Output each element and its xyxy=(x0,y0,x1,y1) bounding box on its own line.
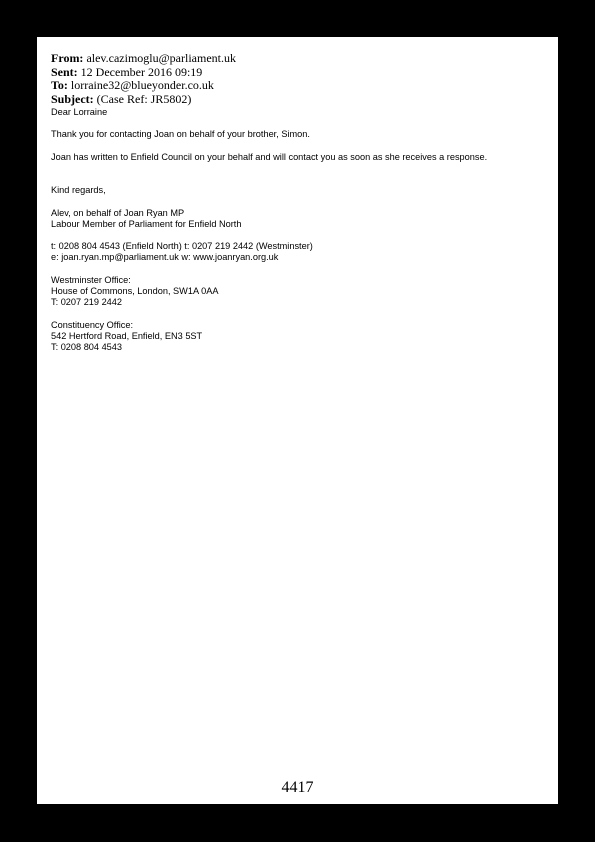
contact-web: e: joan.ryan.mp@parliament.uk w: www.joanryan.org.uk xyxy=(51,252,279,262)
westminster-address: House of Commons, London, SW1A 0AA xyxy=(51,286,219,296)
to-value: lorraine32@blueyonder.co.uk xyxy=(70,78,214,92)
greeting: Dear Lorraine xyxy=(51,107,108,117)
constituency-phone: T: 0208 804 4543 xyxy=(51,342,123,352)
paragraph-1: Thank you for contacting Joan on behalf of your brother, Simon. xyxy=(51,129,310,139)
page-number: 4417 xyxy=(281,779,314,796)
to-label: To: xyxy=(51,78,68,92)
contact-phone: t: 0208 804 4543 (Enfield North) t: 0207 219 2442 (Westminster) xyxy=(51,241,313,251)
closing: Kind regards, xyxy=(51,185,106,195)
sent-label: Sent: xyxy=(51,64,78,79)
signature-name: Alev, on behalf of Joan Ryan MP xyxy=(51,208,185,218)
paragraph-2: Joan has written to Enfield Council on your behalf and will contact you as soon as she receives a response. xyxy=(51,152,488,162)
constituency-address: 542 Hertford Road, Enfield, EN3 5ST xyxy=(51,331,203,341)
westminster-title: Westminster Office: xyxy=(51,275,131,285)
subject-value: (Case Ref: JR5802) xyxy=(96,91,192,106)
subject-label: Subject: xyxy=(51,91,94,106)
document-page xyxy=(37,37,558,804)
from-value: alev.cazimoglu@parliament.uk xyxy=(86,51,236,65)
to-row xyxy=(51,79,236,93)
constituency-title: Constituency Office: xyxy=(51,320,134,330)
signature-role: Labour Member of Parliament for Enfield North xyxy=(51,219,242,229)
email-header xyxy=(51,52,236,106)
from-row xyxy=(51,52,236,66)
westminster-phone: T: 0207 219 2442 xyxy=(51,297,123,307)
sent-row xyxy=(51,66,236,80)
subject-row xyxy=(51,93,236,107)
from-label: From: xyxy=(51,51,84,65)
sent-value: 12 December 2016 09:19 xyxy=(80,64,203,79)
